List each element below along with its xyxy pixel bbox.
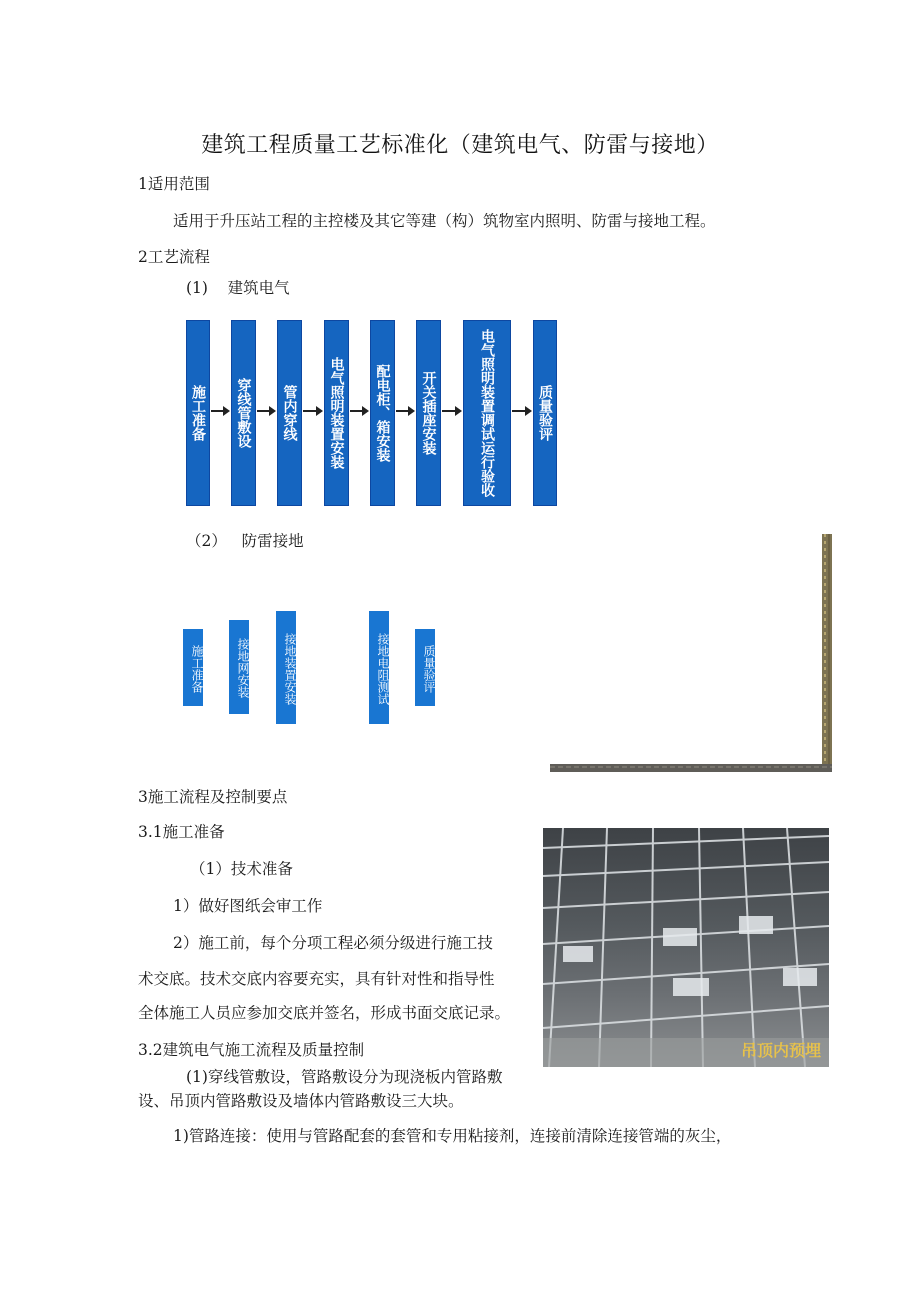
section-3-1-heading: 3.1施工准备 [138,823,225,841]
section-3-heading: 3施工流程及控制要点 [138,788,288,806]
flow2-step: 接地网安装 [229,620,249,714]
flow-arrow [396,410,413,412]
section-1-text: 适用于升压站工程的主控楼及其它等建（构）筑物室内照明、防雷与接地工程。 [173,212,716,230]
flow-arrow [303,410,321,412]
flow-arrow [512,410,530,412]
flow-arrow [442,410,460,412]
paragraph: 2）施工前，每个分项工程必须分级进行施工技 [173,934,493,952]
flow1-step: 质量验评 [533,320,557,506]
flow1-step: 电气照明装置调试运行验收 [463,320,511,506]
section-1-heading: 1适用范围 [138,175,210,193]
paragraph: (1)穿线管敷设，管路敷设分为现浇板内管路敷 [186,1068,503,1086]
flow2-step: 施工准备 [183,629,203,706]
document-title: 建筑工程质量工艺标准化（建筑电气、防雷与接地） [201,133,719,158]
grounding-photo [550,534,832,772]
subsection-lightning: （2） 防雷接地 [186,532,304,550]
section-3-2-heading: 3.2建筑电气施工流程及质量控制 [138,1041,365,1059]
flow1-step: 开关插座安装 [416,320,441,506]
flow1-step: 施工准备 [186,320,210,506]
flow2-step: 质量验评 [415,629,435,706]
technical-prep-heading: （1）技术准备 [190,860,293,878]
subsection-electrical: (1) 建筑电气 [186,279,290,297]
flow-arrow [257,410,274,412]
flow1-step: 配电柜、箱安装 [370,320,395,506]
photo-caption: 吊顶内预埋 [740,1041,821,1060]
flow2-step: 接地电阻测试 [369,611,389,724]
paragraph: 1)管路连接：使用与管路配套的套管和专用粘接剂，连接前清除连接管端的灰尘， [173,1127,732,1145]
paragraph: 设、吊顶内管路敷设及墙体内管路敷设三大块。 [138,1092,464,1110]
ceiling-conduit-photo [543,828,829,1067]
flow1-step: 电气照明装置安装 [324,320,349,506]
flow2-step: 接地装置安装 [276,611,296,724]
paragraph: 术交底。技术交底内容要充实，具有针对性和指导性 [138,970,495,988]
paragraph: 全体施工人员应参加交底并签名，形成书面交底记录。 [138,1004,511,1022]
flow1-step: 管内穿线 [277,320,302,506]
section-2-heading: 2工艺流程 [138,248,210,266]
paragraph: 1）做好图纸会审工作 [173,897,323,915]
flow-arrow [211,410,228,412]
flow1-step: 穿线管敷设 [231,320,256,506]
flow-arrow [350,410,367,412]
